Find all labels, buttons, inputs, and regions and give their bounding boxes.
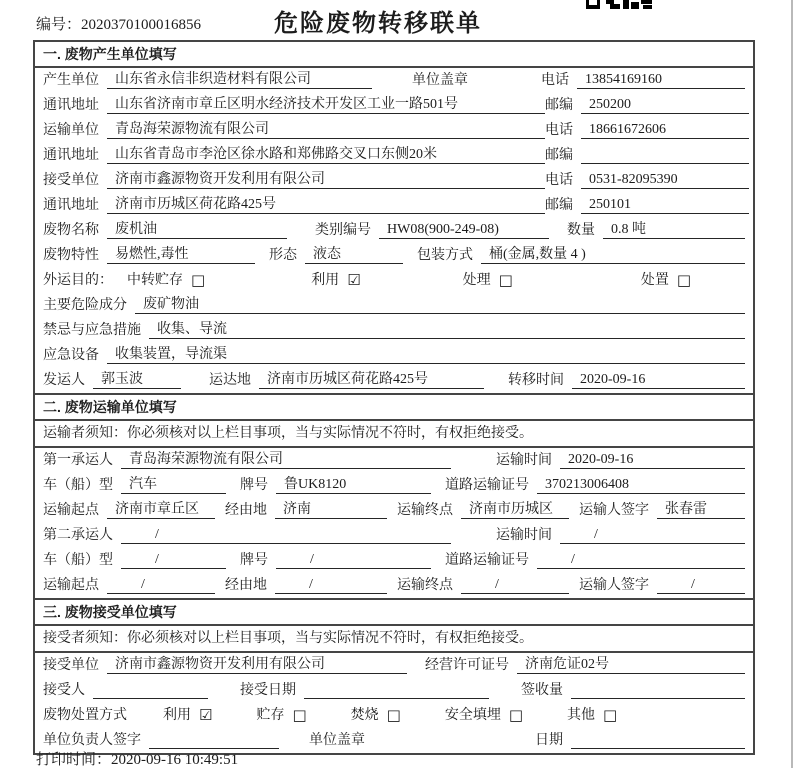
transfer-time-value: 2020-09-16 xyxy=(572,371,745,389)
section3-header: 三. 废物接受单位填写 xyxy=(35,598,753,626)
first-road-license-value: 370213006408 xyxy=(537,476,745,494)
emergency-equipment-label: 应急设备 xyxy=(43,348,99,363)
first-via-value: 济南 xyxy=(275,501,387,519)
second-endpoint-value: / xyxy=(461,576,569,594)
disposal-other-checkbox: □ xyxy=(603,706,618,724)
packing-label: 包装方式 xyxy=(417,248,473,263)
producer-value: 山东省永信非织造材料有限公司 xyxy=(107,71,372,89)
waste-category-value: HW08(900-249-08) xyxy=(379,221,549,239)
disposal-other-label: 其他 xyxy=(567,708,596,723)
transporter-zip-value xyxy=(581,146,749,164)
disposal-storage-checkbox: □ xyxy=(292,706,307,724)
first-carrier-sign-label: 运输人签字 xyxy=(579,503,649,518)
disposal-method-label: 废物处置方式 xyxy=(43,708,127,723)
page-title: 危险废物转移联单 xyxy=(274,10,482,37)
purpose-dispose-checkbox: □ xyxy=(676,271,692,289)
disposal-utilize-checkbox: ☑ xyxy=(199,706,213,724)
accepting-unit-row xyxy=(35,653,753,678)
acceptor-label: 接受人 xyxy=(43,683,85,698)
producer-address-value: 山东省济南市章丘区明水经济技术开发区工业一路501号 xyxy=(107,96,545,114)
receiver-phone-value: 0531-82095390 xyxy=(581,171,749,189)
first-origin-label: 运输起点 xyxy=(43,503,99,518)
receiver-row xyxy=(35,168,753,193)
first-plate-value: 鲁UK8120 xyxy=(276,476,431,494)
first-transport-time-label: 运输时间 xyxy=(496,453,552,468)
signoff-date-value xyxy=(571,731,745,749)
waste-form-value: 液态 xyxy=(305,246,403,264)
second-transport-time-value: / xyxy=(560,526,745,544)
second-via-value: / xyxy=(275,576,387,594)
transporter-address-label: 通讯地址 xyxy=(43,148,99,163)
accept-date-value xyxy=(304,681,489,699)
second-carrier-sign-value: / xyxy=(657,576,745,594)
producer-address-label: 通讯地址 xyxy=(43,98,99,113)
waste-category-label: 类别编号 xyxy=(315,223,371,238)
destination-label: 运达地 xyxy=(209,373,251,388)
accept-date-label: 接受日期 xyxy=(240,683,296,698)
transporter-address-row xyxy=(35,143,753,168)
transfer-purpose-label: 外运目的： xyxy=(43,273,113,288)
waste-qty-value: 0.8 吨 xyxy=(603,221,745,239)
transporter-row xyxy=(35,118,753,143)
shipper-label: 发运人 xyxy=(43,373,85,388)
first-origin-value: 济南市章丘区 xyxy=(107,501,215,519)
print-time xyxy=(36,748,238,769)
manifest-form xyxy=(33,40,755,755)
disposal-landfill-label: 安全填埋 xyxy=(444,708,501,723)
emergency-equipment-row xyxy=(35,343,753,368)
first-road-license-label: 道路运输证号 xyxy=(445,478,529,493)
section2-header: 二. 废物运输单位填写 xyxy=(35,393,753,421)
first-vehicle-type-label: 车（船）型 xyxy=(43,478,113,493)
disposal-landfill-checkbox: □ xyxy=(508,706,524,724)
producer-phone-label: 电话 xyxy=(541,73,569,88)
first-carrier-value: 青岛海荣源物流有限公司 xyxy=(121,451,451,469)
chief-sign-label: 单位负责人签字 xyxy=(43,733,141,748)
second-endpoint-label: 运输终点 xyxy=(397,578,453,593)
receiver-notice: 接受者须知：你必须核对以上栏目事项，当与实际情况不符时，有权拒绝接受。 xyxy=(35,626,753,653)
first-vehicle-row xyxy=(35,473,753,498)
purpose-dispose-label: 处置 xyxy=(640,273,669,288)
transporter-zip-label: 邮编 xyxy=(545,148,573,163)
transfer-time-label: 转移时间 xyxy=(508,373,564,388)
second-road-license-value: / xyxy=(537,551,745,569)
disposal-method-row xyxy=(35,703,753,728)
waste-character-value: 易燃性,毒性 xyxy=(107,246,255,264)
purpose-utilize-label: 利用 xyxy=(311,273,340,288)
section1-header: 一. 废物产生单位填写 xyxy=(35,42,753,68)
transporter-label: 运输单位 xyxy=(43,123,99,138)
transfer-purpose-row xyxy=(35,268,753,293)
receiver-address-row xyxy=(35,193,753,218)
disposal-storage-label: 贮存 xyxy=(256,708,285,723)
producer-label: 产生单位 xyxy=(43,73,99,88)
acceptance-row xyxy=(35,678,753,703)
taboo-measures-label: 禁忌与应急措施 xyxy=(43,323,141,338)
taboo-measures-value: 收集、导流 xyxy=(149,321,745,339)
hazard-component-value: 废矿物油 xyxy=(135,296,745,314)
transporter-address-value: 山东省青岛市李沧区徐水路和郑佛路交叉口东侧20米 xyxy=(107,146,545,164)
producer-zip-label: 邮编 xyxy=(545,98,573,113)
chief-sign-value xyxy=(149,731,279,749)
waste-character-label: 废物特性 xyxy=(43,248,99,263)
transporter-phone-label: 电话 xyxy=(545,123,573,138)
disposal-utilize-label: 利用 xyxy=(163,708,191,723)
document-number-label: 编号： xyxy=(36,17,82,33)
first-endpoint-label: 运输终点 xyxy=(397,503,453,518)
accepting-unit-label: 接受单位 xyxy=(43,658,99,673)
disposal-incinerate-checkbox: □ xyxy=(386,706,401,724)
receiver-phone-label: 电话 xyxy=(545,173,573,188)
scan-page-edge xyxy=(791,0,793,768)
second-transport-time-label: 运输时间 xyxy=(496,528,552,543)
waste-character-row xyxy=(35,243,753,268)
first-vehicle-type-value: 汽车 xyxy=(121,476,226,494)
print-time-value: 2020-09-16 10:49:51 xyxy=(111,752,239,768)
first-route-row xyxy=(35,498,753,523)
shipper-value: 郭玉波 xyxy=(93,371,181,389)
signoff-date-label: 日期 xyxy=(535,733,563,748)
packing-value: 桶(金属,数量 4 ) xyxy=(481,246,745,264)
producer-zip-value: 250200 xyxy=(581,96,749,114)
transporter-value: 青岛海荣源物流有限公司 xyxy=(107,121,545,139)
second-vehicle-row xyxy=(35,548,753,573)
disposal-incinerate-label: 焚烧 xyxy=(350,708,379,723)
producer-address-row xyxy=(35,93,753,118)
second-via-label: 经由地 xyxy=(225,578,267,593)
unit-seal-label: 单位盖章 xyxy=(309,733,365,748)
dispatch-row xyxy=(35,368,753,393)
second-plate-value: / xyxy=(276,551,431,569)
first-carrier-row xyxy=(35,448,753,473)
purpose-utilize-checkbox: ☑ xyxy=(347,271,361,289)
producer-phone-value: 13854169160 xyxy=(577,71,745,89)
document-number-value: 2020370100016856 xyxy=(81,17,202,33)
accepting-unit-value: 济南市鑫源物资开发利用有限公司 xyxy=(107,656,407,674)
purpose-transit-storage-checkbox: □ xyxy=(191,271,206,289)
receiver-label: 接受单位 xyxy=(43,173,99,188)
purpose-treat-label: 处理 xyxy=(462,273,491,288)
second-vehicle-type-value: / xyxy=(121,551,226,569)
acceptor-value xyxy=(93,681,208,699)
waste-qty-label: 数量 xyxy=(567,223,595,238)
second-carrier-sign-label: 运输人签字 xyxy=(579,578,649,593)
permit-number-value: 济南危证02号 xyxy=(517,656,745,674)
first-carrier-sign-value: 张春雷 xyxy=(657,501,745,519)
receiver-address-label: 通讯地址 xyxy=(43,198,99,213)
hazard-component-label: 主要危险成分 xyxy=(43,298,127,313)
waste-name-row xyxy=(35,218,753,243)
second-road-license-label: 道路运输证号 xyxy=(445,553,529,568)
first-transport-time-value: 2020-09-16 xyxy=(560,451,745,469)
receiver-value: 济南市鑫源物资开发利用有限公司 xyxy=(107,171,545,189)
first-via-label: 经由地 xyxy=(225,503,267,518)
taboo-measures-row xyxy=(35,318,753,343)
producer-seal-label: 单位盖章 xyxy=(412,73,468,88)
second-carrier-value: / xyxy=(121,526,451,544)
second-plate-label: 牌号 xyxy=(240,553,268,568)
second-vehicle-type-label: 车（船）型 xyxy=(43,553,113,568)
purpose-transit-storage-label: 中转贮存 xyxy=(127,273,183,288)
purpose-treat-checkbox: □ xyxy=(498,271,513,289)
received-qty-label: 签收量 xyxy=(521,683,563,698)
waste-name-value: 废机油 xyxy=(107,221,287,239)
permit-number-label: 经营许可证号 xyxy=(425,658,509,673)
transporter-phone-value: 18661672606 xyxy=(581,121,749,139)
second-route-row xyxy=(35,573,753,598)
receiver-zip-value: 250101 xyxy=(581,196,749,214)
first-plate-label: 牌号 xyxy=(240,478,268,493)
receiver-zip-label: 邮编 xyxy=(545,198,573,213)
receiver-address-value: 济南市历城区荷花路425号 xyxy=(107,196,545,214)
print-time-label: 打印时间： xyxy=(36,752,112,768)
second-origin-value: / xyxy=(107,576,215,594)
qr-code-fragment-icon xyxy=(586,0,652,9)
second-origin-label: 运输起点 xyxy=(43,578,99,593)
first-carrier-label: 第一承运人 xyxy=(43,453,113,468)
hazard-component-row xyxy=(35,293,753,318)
received-qty-value xyxy=(571,681,745,699)
second-carrier-row xyxy=(35,523,753,548)
transporter-notice: 运输者须知：你必须核对以上栏目事项，当与实际情况不符时，有权拒绝接受。 xyxy=(35,421,753,448)
emergency-equipment-value: 收集装置，导流渠 xyxy=(107,346,745,364)
waste-name-label: 废物名称 xyxy=(43,223,99,238)
waste-form-label: 形态 xyxy=(269,248,297,263)
destination-value: 济南市历城区荷花路425号 xyxy=(259,371,484,389)
first-endpoint-value: 济南市历城区 xyxy=(461,501,569,519)
second-carrier-label: 第二承运人 xyxy=(43,528,113,543)
producer-row xyxy=(35,68,753,93)
